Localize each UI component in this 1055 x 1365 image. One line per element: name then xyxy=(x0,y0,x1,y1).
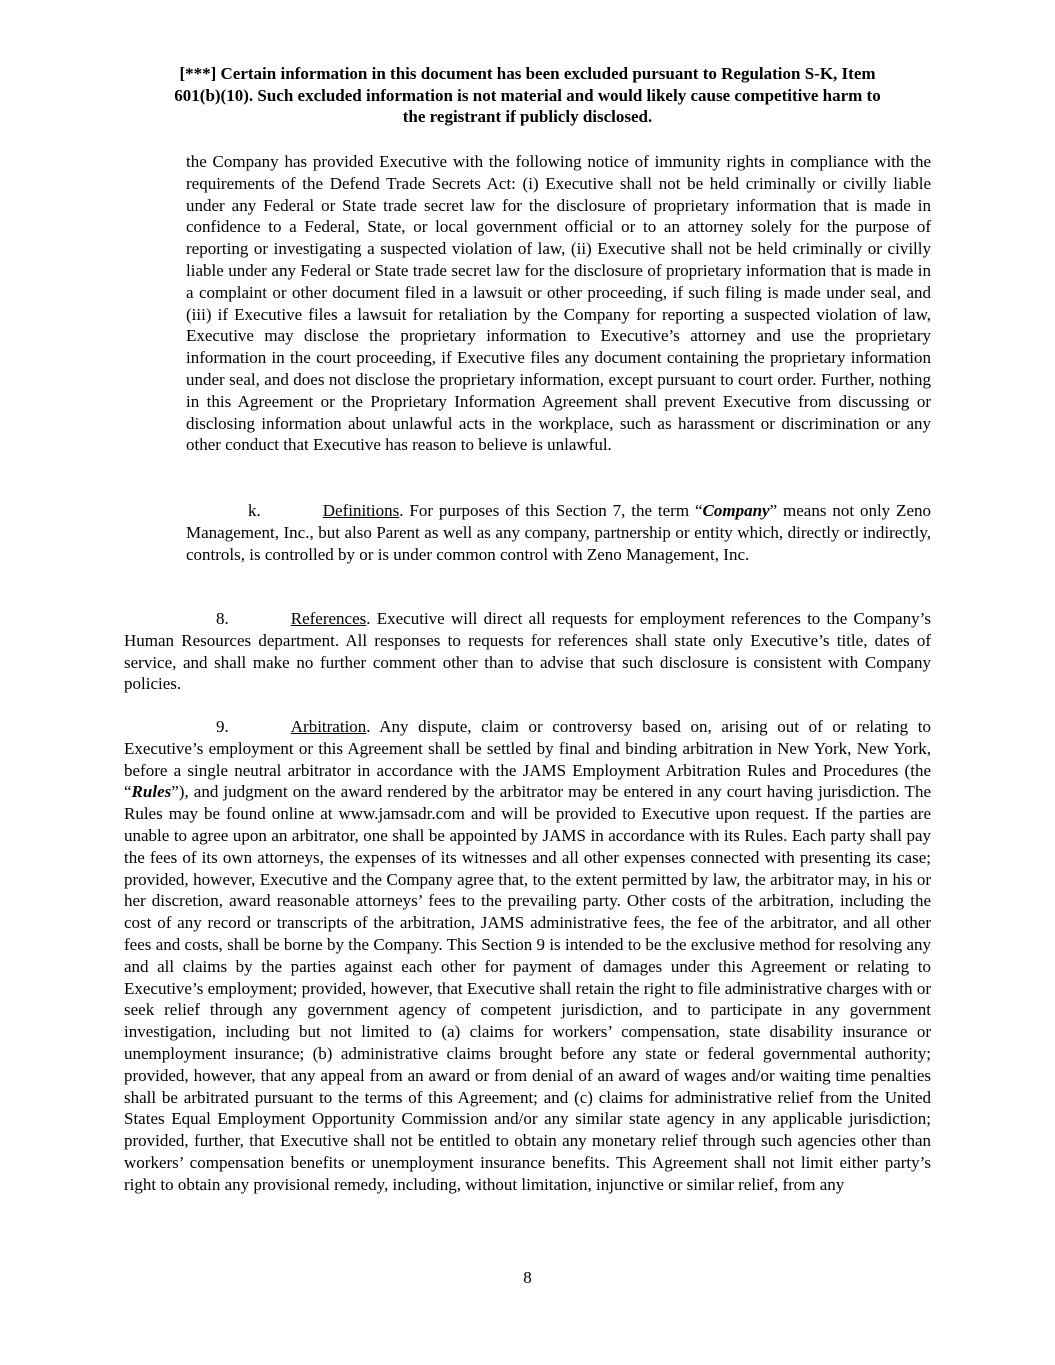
section-9-heading: Arbitration xyxy=(290,717,367,736)
dtsa-immunity-paragraph: the Company has provided Executive with the following notice of immunity rights in compliance with the requirements of the Defend Trade Secrets Act: (i) Executive shall not be held criminally or civilly liable under any Federal or State trade secret law for the disclosure of proprietary information that is made in confidence to a Federal, State, or local government official or to an attorney solely for the purpose of reporting or investigating a suspected violation of law, (ii) Executive shall not be held criminally or civilly liable under any Federal or State trade secret law for the disclosure of proprietary information that is made in a complaint or other document filed in a lawsuit or other proceeding, if such filing is made under seal, and (iii) if Executive files a lawsuit for retaliation by the Company for reporting a suspected violation of law, Executive may disclose the proprietary information to Executive’s attorney and use the proprietary information in the court proceeding, if Executive files any document containing the proprietary information under seal, and does not disclose the proprietary information, except pursuant to court order. Further, nothing in this Agreement or the Proprietary Information Agreement shall prevent Executive from discussing or disclosing information about unlawful acts in the workplace, such as harassment or discrimination or any other conduct that Executive has reason to believe is unlawful. xyxy=(186,152,931,455)
section-8-heading: References xyxy=(290,609,367,628)
redaction-notice-header xyxy=(120,63,935,128)
section-k-definitions xyxy=(186,500,931,565)
section-k-text-after: ” means not only Zeno Management, Inc., but also Parent as well as any company, partnership or entity which, directly or indirectly, controls, is controlled by or is under common control with Zeno Management, Inc. xyxy=(186,501,931,564)
section-9-text-after: ”), and judgment on the award rendered by the arbitrator may be entered in any court having jurisdiction. The Rules may be found online at www.jamsadr.com and will be provided to Executive upon request. If the parties are unable to agree upon an arbitrator, one shall be appointed by JAMS in accordance with its Rules. Each party shall pay the fees of its own attorneys, the expenses of its witnesses and all other expenses connected with presenting its case; provided, however, Executive and the Company agree that, to the extent permitted by law, the arbitrator may, in his or her discretion, award reasonable attorneys’ fees to the prevailing party. Other costs of the arbitration, including the cost of any record or transcripts of the arbitration, JAMS administrative fees, the fee of the arbitrator, and all other fees and costs, shall be borne by the Company. This Section 9 is intended to be the exclusive method for resolving any and all claims by the parties against each other for payment of damages under this Agreement or relating to Executive’s employment; provided, however, that Executive shall retain the right to file administrative charges with or seek relief through any government agency of competent jurisdiction, and to participate in any government investigation, including but not limited to (a) claims for workers’ compensation, state disability insurance or unemployment insurance; (b) administrative claims brought before any state or federal governmental authority; provided, however, that any appeal from an award or from denial of an award of wages and/or waiting time penalties shall be arbitrated pursuant to the terms of this Agreement; and (c) claims for administrative relief from the United States Equal Employment Opportunity Commission and/or any similar state agency in any applicable jurisdiction; provided, further, that Executive shall not be entitled to obtain any monetary relief through such agencies other than workers’ compensation benefits or unemployment insurance benefits. This Agreement shall not limit either party’s right to obtain any provisional remedy, including, without limitation, injunctive or similar relief, from any xyxy=(124,782,931,1194)
section-8-text: . Executive will direct all requests for employment references to the Company’s Human Resources department. All responses to requests for references shall state only Executive’s title, dates of service, and shall make no further comment other than to advise that such disclosure is consistent with Company policies. xyxy=(124,609,931,694)
header-line-3: the registrant if publicly disclosed. xyxy=(402,107,653,126)
section-k-label: k. xyxy=(248,501,261,520)
section-9-defined-term: Rules xyxy=(131,782,172,802)
section-9-arbitration xyxy=(124,716,931,1196)
page-number: 8 xyxy=(523,1268,532,1287)
section-8-label: 8. xyxy=(216,609,229,628)
header-line-1: [***] Certain information in this document has been excluded pursuant to Regulation S-K, Item xyxy=(179,64,876,83)
section-k-defined-term: Company xyxy=(702,501,770,520)
section-k-heading: Definitions xyxy=(322,501,400,520)
section-9-label: 9. xyxy=(216,717,229,736)
section-9-text-before: . Any dispute, claim or controversy based on, arising out of or relating to Executive’s employment or this Agreement shall be settled by final and binding arbitration in New York, New York, before a single neutral arbitrator in accordance with the JAMS Employment Arbitration Rules and Procedures (the “ xyxy=(124,717,931,802)
section-8-references xyxy=(124,608,931,695)
header-line-2: 601(b)(10). Such excluded information is not material and would likely cause competitive harm to xyxy=(174,85,881,105)
section-k-text-before: . For purposes of this Section 7, the term “ xyxy=(399,501,703,520)
